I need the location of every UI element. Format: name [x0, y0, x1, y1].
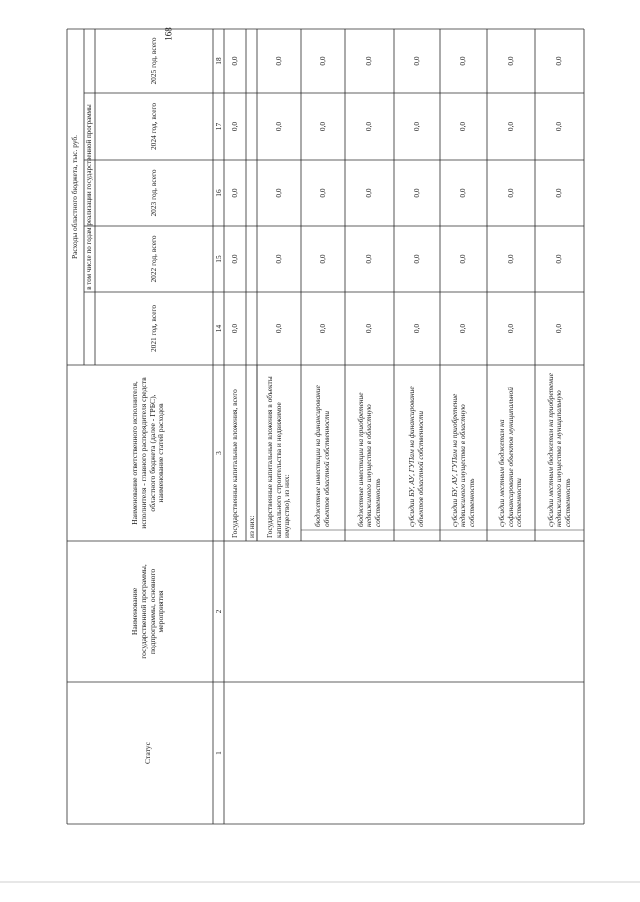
value-cell-r4-c2: 0,0 — [364, 188, 374, 198]
value-cell-r6-c3: 0,0 — [458, 121, 468, 132]
value-cell-r5-c1: 0,0 — [411, 254, 421, 264]
value-cell-r5-c0: 0,0 — [411, 323, 421, 334]
value-cell-r6-c0: 0,0 — [458, 323, 468, 334]
value-cell-r4-c0: 0,0 — [364, 323, 374, 334]
value-cell-r3-c4: 0,0 — [317, 56, 327, 66]
value-cell-r7-c1: 0,0 — [505, 254, 515, 264]
value-cell-r5-c2: 0,0 — [411, 188, 421, 198]
column-number-14: 14 — [214, 324, 223, 333]
value-cell-r8-c0: 0,0 — [554, 323, 564, 334]
value-cell-r7-c4: 0,0 — [505, 56, 515, 66]
year-header-2021: 2021 год, всего — [148, 304, 158, 353]
value-cell-r5-c4: 0,0 — [411, 56, 421, 66]
value-cell-r7-c3: 0,0 — [505, 121, 515, 132]
value-cell-r6-c1: 0,0 — [458, 254, 468, 264]
year-header-2025: 2025 год, всего — [148, 37, 158, 85]
value-cell-r8-c4: 0,0 — [554, 56, 564, 66]
value-cell-r0-c3: 0,0 — [229, 121, 239, 132]
row-label-6: субсидии БУ, АУ, ГУПам на приобретение недвижимого имущества в областную собственность — [449, 393, 476, 527]
year-header-2024: 2024 год, всего — [148, 102, 158, 151]
value-cell-r6-c4: 0,0 — [458, 56, 468, 66]
value-cell-r4-c1: 0,0 — [364, 254, 374, 264]
row-label-5: субсидии БУ, АУ, ГУПам на финансирование объектов областной собственности — [407, 386, 425, 527]
row-label-4: бюджетные инвестиции на приобретение недвижимого имущества в областную собственность — [355, 392, 382, 527]
row-label-1: из них: — [247, 515, 256, 538]
value-cell-r3-c3: 0,0 — [317, 121, 327, 132]
column-number-16: 16 — [214, 189, 223, 197]
row-label-7: субсидии местным бюджетам на софинансирование объектов муниципальной собственности — [497, 387, 524, 527]
row-label-8: субсидии местным бюджетам на приобретение недвижимого имущества в муниципальную собственность — [545, 373, 572, 527]
value-cell-r8-c3: 0,0 — [554, 121, 564, 132]
year-header-2023: 2023 год, всего — [148, 169, 158, 217]
expenses-title: Расходы областного бюджета, тыс. руб. — [70, 134, 80, 260]
value-cell-r3-c1: 0,0 — [317, 254, 327, 264]
value-cell-r3-c0: 0,0 — [317, 323, 327, 334]
value-cell-r2-c3: 0,0 — [273, 121, 283, 132]
column-number-17: 17 — [214, 122, 223, 131]
header-executor: Наименование ответственного исполнителя, исполнителя - главного распорядителя средств областного бюджета (далее - ГРБС), наименование статей расходов — [130, 377, 166, 529]
value-cell-r0-c2: 0,0 — [229, 188, 239, 198]
year-header-2022: 2022 год, всего — [148, 235, 158, 283]
value-cell-r2-c0: 0,0 — [273, 323, 283, 334]
column-number-15: 15 — [214, 255, 223, 263]
row-label-3: бюджетные инвестиции на финансирование объектов областной собственности — [313, 385, 331, 527]
value-cell-r3-c2: 0,0 — [317, 188, 327, 198]
value-cell-r4-c4: 0,0 — [364, 56, 374, 66]
value-cell-r2-c2: 0,0 — [273, 188, 283, 198]
value-cell-r7-c0: 0,0 — [505, 323, 515, 334]
column-number-3: 3 — [214, 451, 223, 455]
value-cell-r0-c1: 0,0 — [229, 254, 239, 264]
value-cell-r8-c2: 0,0 — [554, 188, 564, 198]
header-program: Наименование государственной программы, подпрограммы, основного мероприятия — [130, 564, 166, 659]
value-cell-r2-c4: 0,0 — [273, 56, 283, 66]
row-label-0: Государственные капитальные вложения, всего — [229, 389, 239, 538]
column-number-2: 2 — [214, 609, 223, 614]
row-label-2: Государственные капитальные вложения в объекты капитального строительства и недвижимое имущество), из них: — [265, 376, 292, 538]
value-cell-r5-c3: 0,0 — [411, 121, 421, 132]
value-cell-r0-c0: 0,0 — [229, 323, 239, 334]
value-cell-r7-c2: 0,0 — [505, 188, 515, 198]
value-cell-r2-c1: 0,0 — [273, 254, 283, 264]
value-cell-r8-c1: 0,0 — [554, 254, 564, 264]
page-number: 168 — [163, 27, 174, 41]
header-status: Статус — [143, 742, 153, 764]
column-number-18: 18 — [214, 57, 223, 65]
value-cell-r0-c4: 0,0 — [229, 56, 239, 66]
value-cell-r4-c3: 0,0 — [364, 121, 374, 132]
expenses-subtitle: в том числе по годам реализации государственной программы — [85, 104, 93, 290]
column-number-1: 1 — [214, 751, 223, 755]
value-cell-r6-c2: 0,0 — [458, 188, 468, 198]
